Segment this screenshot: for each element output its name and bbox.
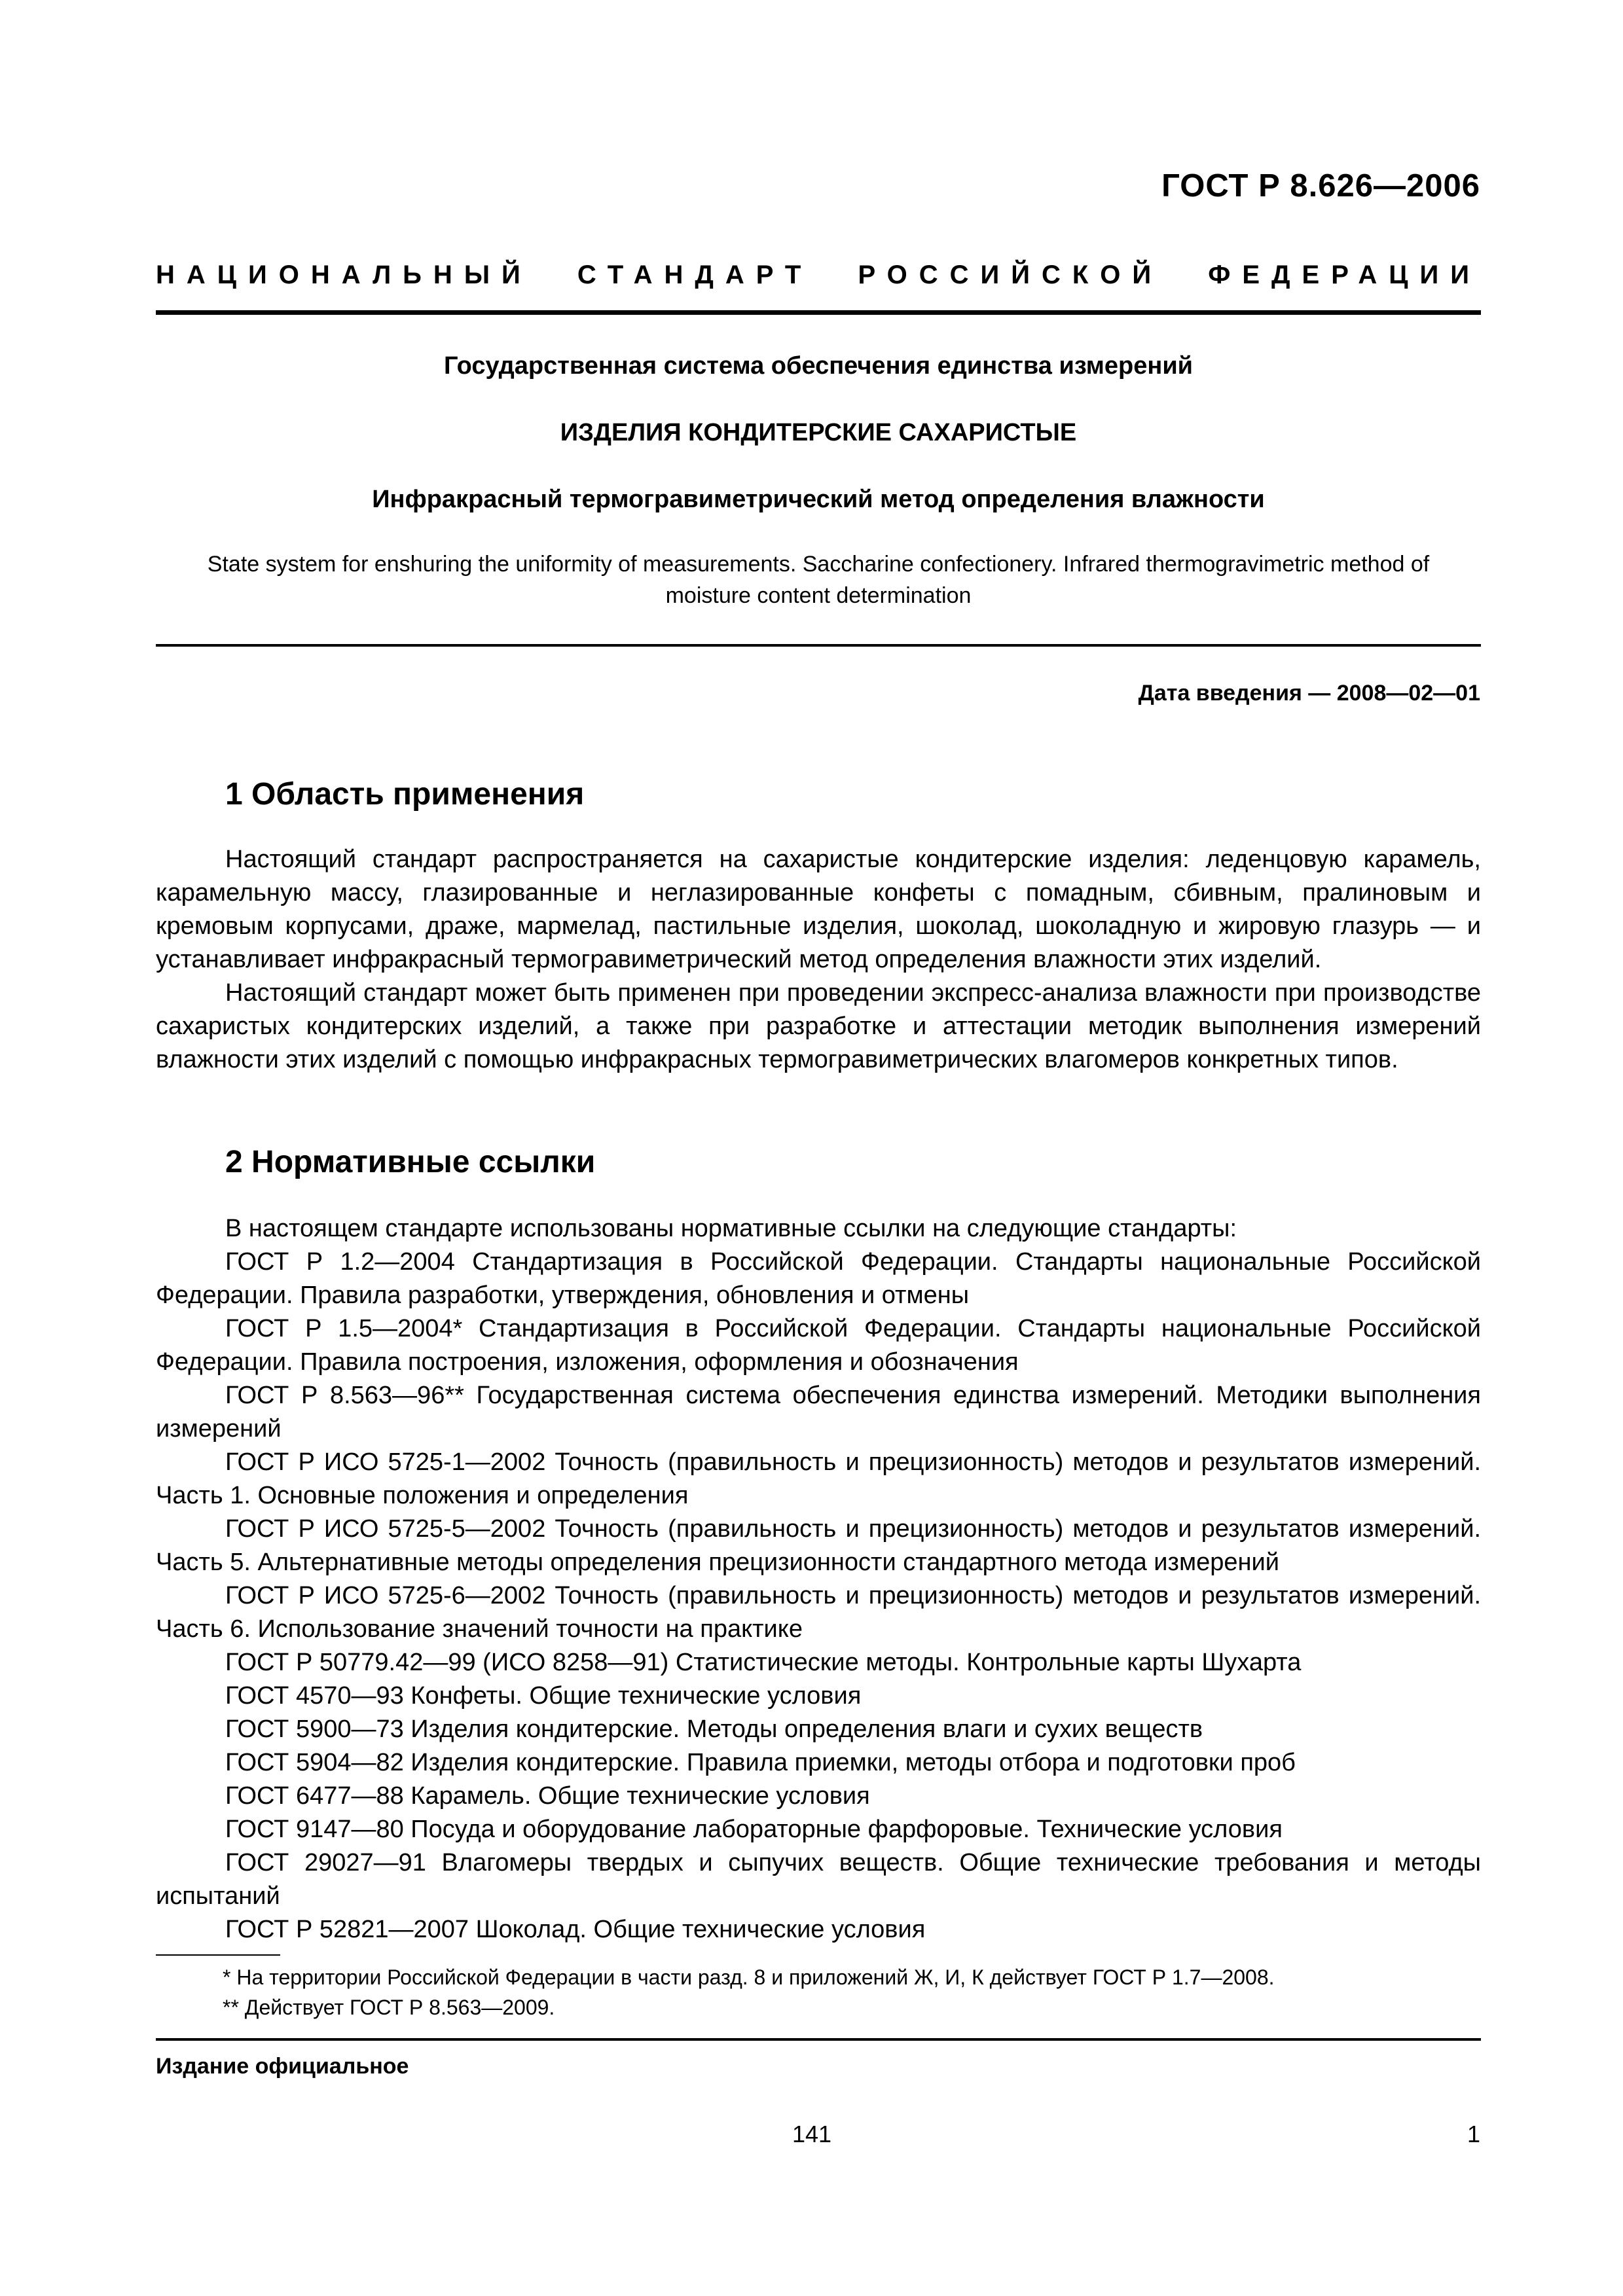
page-number-right: 1 xyxy=(1467,2121,1480,2147)
banner-word: ФЕДЕРАЦИИ xyxy=(1208,260,1481,289)
section-1-heading: 1 Область применения xyxy=(225,777,585,812)
page-number-center: 141 xyxy=(792,2121,832,2147)
footnote: ** Действует ГОСТ Р 8.563—2009. xyxy=(223,1996,555,2019)
system-title: Государственная система обеспечения единства измерений xyxy=(443,352,1194,380)
header-rule xyxy=(156,310,1481,315)
title-rule xyxy=(156,644,1481,647)
gost-code: ГОСТ Р 8.626—2006 xyxy=(1161,168,1480,204)
reference-item: ГОСТ Р ИСО 5725-6—2002 Точность (правильность и прецизионность) методов и результатов измерений. Часть 6. Использование значений точности на практике xyxy=(156,1582,1481,1643)
product-title: ИЗДЕЛИЯ КОНДИТЕРСКИЕ САХАРИСТЫЕ xyxy=(560,419,1077,446)
paragraph: Настоящий стандарт распространяется на сахаристые кондитерские изделия: леденцовую карамель, карамельную массу, глазированные и неглазированные конфеты с помадным, сбивным, пралиновым и кремовым корпусами, драже, мармелад, пастильные изделия, шоколад, шоколадную и жировую глазурь — и устанавливает инфракрасный термогравиметрический метод определения влажности этих изделий. xyxy=(156,846,1481,973)
reference-item: ГОСТ Р 1.5—2004* Стандартизация в Российской Федерации. Стандарты национальные Российской Федерации. Правила построения, изложения, оформления и обозначения xyxy=(156,1315,1481,1376)
footer-rule xyxy=(156,2038,1481,2041)
reference-item: ГОСТ 9147—80 Посуда и оборудование лабораторные фарфоровые. Технические условия xyxy=(225,1816,1283,1843)
reference-item: ГОСТ 4570—93 Конфеты. Общие технические условия xyxy=(225,1682,862,1710)
reference-item: ГОСТ Р 52821—2007 Шоколад. Общие технические условия xyxy=(225,1916,926,1943)
reference-item: ГОСТ 5900—73 Изделия кондитерские. Методы определения влаги и сухих веществ xyxy=(225,1715,1203,1743)
paragraph: Настоящий стандарт может быть применен при проведении экспресс-анализа влажности при производстве сахаристых кондитерских изделий, а также при разработке и аттестации методик выполнения измерений влажности этих изделий с помощью инфракрасных термогравиметрических влагомеров конкретных типов. xyxy=(156,979,1481,1073)
section-1-body xyxy=(156,843,1481,1077)
reference-item: ГОСТ Р ИСО 5725-5—2002 Точность (правильность и прецизионность) методов и результатов измерений. Часть 5. Альтернативные методы определения прецизионности стандартного метода измерений xyxy=(156,1515,1481,1576)
reference-item: ГОСТ Р 8.563—96** Государственная система обеспечения единства измерений. Методики выполнения измерений xyxy=(156,1382,1481,1443)
footnote: * На территории Российской Федерации в части разд. 8 и приложений Ж, И, К действует ГОСТ Р 1.7—2008. xyxy=(223,1965,1275,1989)
reference-item: ГОСТ Р 1.2—2004 Стандартизация в Российской Федерации. Стандарты национальные Российской Федерации. Правила разработки, утверждения, обновления и отмены xyxy=(156,1248,1481,1309)
english-title: State system for enshuring the uniformity of measurements. Saccharine confectionery. Infrared thermogravimetric method of moisture content determination xyxy=(207,552,1430,608)
section-2-body xyxy=(156,1212,1481,1946)
method-title: Инфракрасный термогравиметрический метод определения влажности xyxy=(372,486,1265,513)
footnotes xyxy=(156,1962,1481,2022)
reference-item: ГОСТ Р ИСО 5725-1—2002 Точность (правильность и прецизионность) методов и результатов измерений. Часть 1. Основные положения и определения xyxy=(156,1448,1481,1509)
footnote-separator xyxy=(156,1954,280,1956)
paragraph: В настоящем стандарте использованы нормативные ссылки на следующие стандарты: xyxy=(225,1215,1237,1242)
introduction-date: Дата введения — 2008—02—01 xyxy=(1138,681,1480,706)
banner-word: СТАНДАРТ xyxy=(577,260,813,289)
banner-word: РОССИЙСКОЙ xyxy=(858,260,1163,289)
reference-item: ГОСТ 5904—82 Изделия кондитерские. Правила приемки, методы отбора и подготовки проб xyxy=(225,1749,1296,1776)
banner-word: НАЦИОНАЛЬНЫЙ xyxy=(156,260,532,289)
edition-label: Издание официальное xyxy=(156,2054,409,2079)
reference-item: ГОСТ Р 50779.42—99 (ИСО 8258—91) Статистические методы. Контрольные карты Шухарта xyxy=(225,1649,1302,1676)
reference-item: ГОСТ 29027—91 Влагомеры твердых и сыпучих веществ. Общие технические требования и методы испытаний xyxy=(156,1849,1481,1910)
national-standard-banner xyxy=(156,260,1481,290)
section-2-heading: 2 Нормативные ссылки xyxy=(225,1145,596,1179)
reference-item: ГОСТ 6477—88 Карамель. Общие технические условия xyxy=(225,1782,870,1810)
